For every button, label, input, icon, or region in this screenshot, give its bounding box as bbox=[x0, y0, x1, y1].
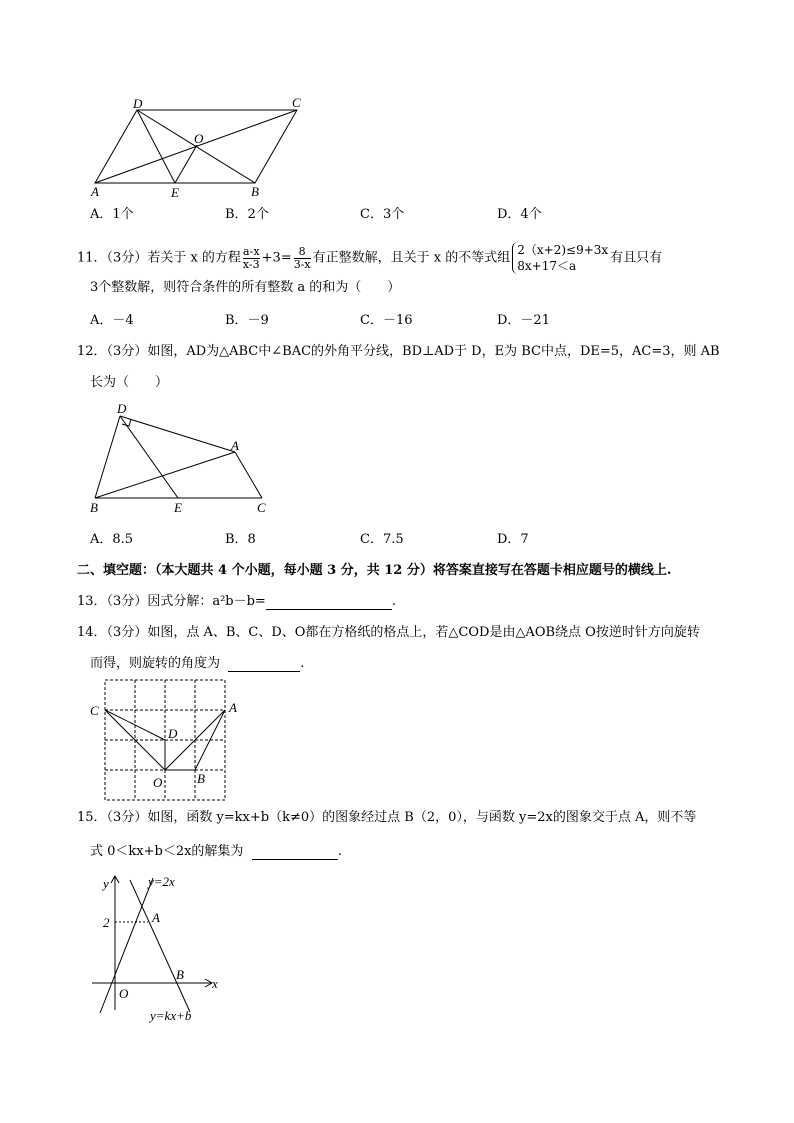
fig3-label: B bbox=[197, 771, 205, 786]
fig2-label: C bbox=[257, 500, 266, 515]
graph-label: B bbox=[176, 967, 184, 982]
graph-label: A bbox=[152, 910, 160, 925]
q14-line2 bbox=[90, 656, 304, 672]
fig1-label: C bbox=[292, 95, 301, 110]
fig2-label: E bbox=[174, 500, 182, 515]
q15-text: 式 0＜kx+b＜2x的解集为 bbox=[90, 844, 244, 859]
graph-label: O bbox=[119, 986, 129, 1001]
fig2-label: B bbox=[90, 500, 98, 515]
q12-line2: 长为（ ） bbox=[90, 375, 169, 390]
fig1-label: B bbox=[251, 184, 259, 199]
option: C．－16 bbox=[360, 313, 413, 328]
graph-label: x bbox=[212, 976, 218, 991]
q14-end: . bbox=[300, 656, 305, 671]
inequality: 2（x+2)≤9+3x bbox=[517, 243, 609, 257]
option: D．7 bbox=[497, 532, 529, 547]
q14-text: 而得，则旋转的角度为 bbox=[90, 656, 221, 671]
fig1-label: E bbox=[171, 185, 179, 200]
q12-line1: 12．（3分）如图，AD为△ABC中∠BAC的外角平分线，BD⊥AD于 D，E为 BC中点，DE=5，AC=3，则 AB bbox=[77, 344, 720, 359]
option: A．1个 bbox=[90, 207, 134, 222]
triangle-figure bbox=[95, 416, 262, 498]
q13-end: . bbox=[391, 594, 396, 609]
q11-text: +3= bbox=[261, 250, 292, 266]
option: B．2个 bbox=[225, 207, 269, 222]
q11-text: 有且只有 bbox=[610, 250, 663, 266]
option: A．8.5 bbox=[90, 532, 134, 547]
numerator: a-x bbox=[243, 244, 260, 258]
q13 bbox=[77, 594, 396, 610]
fig3-label: C bbox=[90, 703, 99, 718]
parallelogram-figure bbox=[95, 110, 297, 183]
q11-line2: 3个整数解，则符合条件的所有整数 a 的和为（ ） bbox=[90, 280, 401, 295]
q15-end: . bbox=[337, 844, 342, 859]
fraction bbox=[243, 246, 260, 271]
denominator: x-3 bbox=[242, 257, 260, 271]
fig1-label: D bbox=[133, 96, 143, 111]
fig2-label: D bbox=[117, 401, 127, 416]
inequality-system bbox=[512, 242, 608, 274]
denominator: 3-x bbox=[293, 257, 311, 271]
graph-label: y=2x bbox=[148, 874, 175, 889]
graph-label: 2 bbox=[103, 915, 110, 930]
option: B．－9 bbox=[225, 313, 269, 328]
graph-label: y=kx+b bbox=[150, 1008, 192, 1023]
option: D．－21 bbox=[497, 313, 550, 328]
q15-line2 bbox=[90, 844, 342, 860]
fig3-label: O bbox=[153, 775, 163, 790]
q11-line1 bbox=[77, 242, 662, 274]
fig1-label: O bbox=[194, 131, 204, 146]
graph-label: y bbox=[103, 876, 109, 891]
q11-text: 11．（3分）若关于 x 的方程 bbox=[77, 250, 241, 266]
option: D．4个 bbox=[497, 207, 542, 222]
section-heading: 二、填空题：（本大题共 4 个小题，每小题 3 分，共 12 分）将答案直接写在答题卡相应题号的横线上. bbox=[77, 563, 672, 578]
answer-blank[interactable] bbox=[252, 859, 338, 860]
q13-text: 13．（3分）因式分解：a²b－b= bbox=[77, 594, 266, 609]
fig1-label: A bbox=[91, 184, 99, 199]
option: A．－4 bbox=[90, 313, 134, 328]
option: C．7.5 bbox=[360, 532, 404, 547]
q15-line1: 15．（3分）如图，函数 y=kx+b（k≠0）的图象经过点 B（2，0），与函数 y=2x的图象交于点 A，则不等 bbox=[77, 810, 697, 825]
option: B．8 bbox=[225, 532, 256, 547]
fig2-label: A bbox=[231, 438, 239, 453]
answer-blank[interactable] bbox=[266, 609, 392, 610]
fig3-label: D bbox=[168, 726, 178, 741]
answer-blank[interactable] bbox=[228, 671, 300, 672]
fig3-label: A bbox=[229, 700, 237, 715]
inequality: 8x+17＜a bbox=[517, 259, 577, 273]
q11-text: 有正整数解，且关于 x 的不等式组 bbox=[312, 250, 511, 266]
function-graph bbox=[92, 876, 212, 1013]
numerator: 8 bbox=[294, 246, 311, 259]
fraction bbox=[294, 246, 311, 271]
option: C．3个 bbox=[360, 207, 405, 222]
q14-line1: 14．（3分）如图，点 A、B、C、D、O都在方格纸的格点上，若△COD是由△AOB绕点 O按逆时针方向旋转 bbox=[77, 625, 700, 640]
